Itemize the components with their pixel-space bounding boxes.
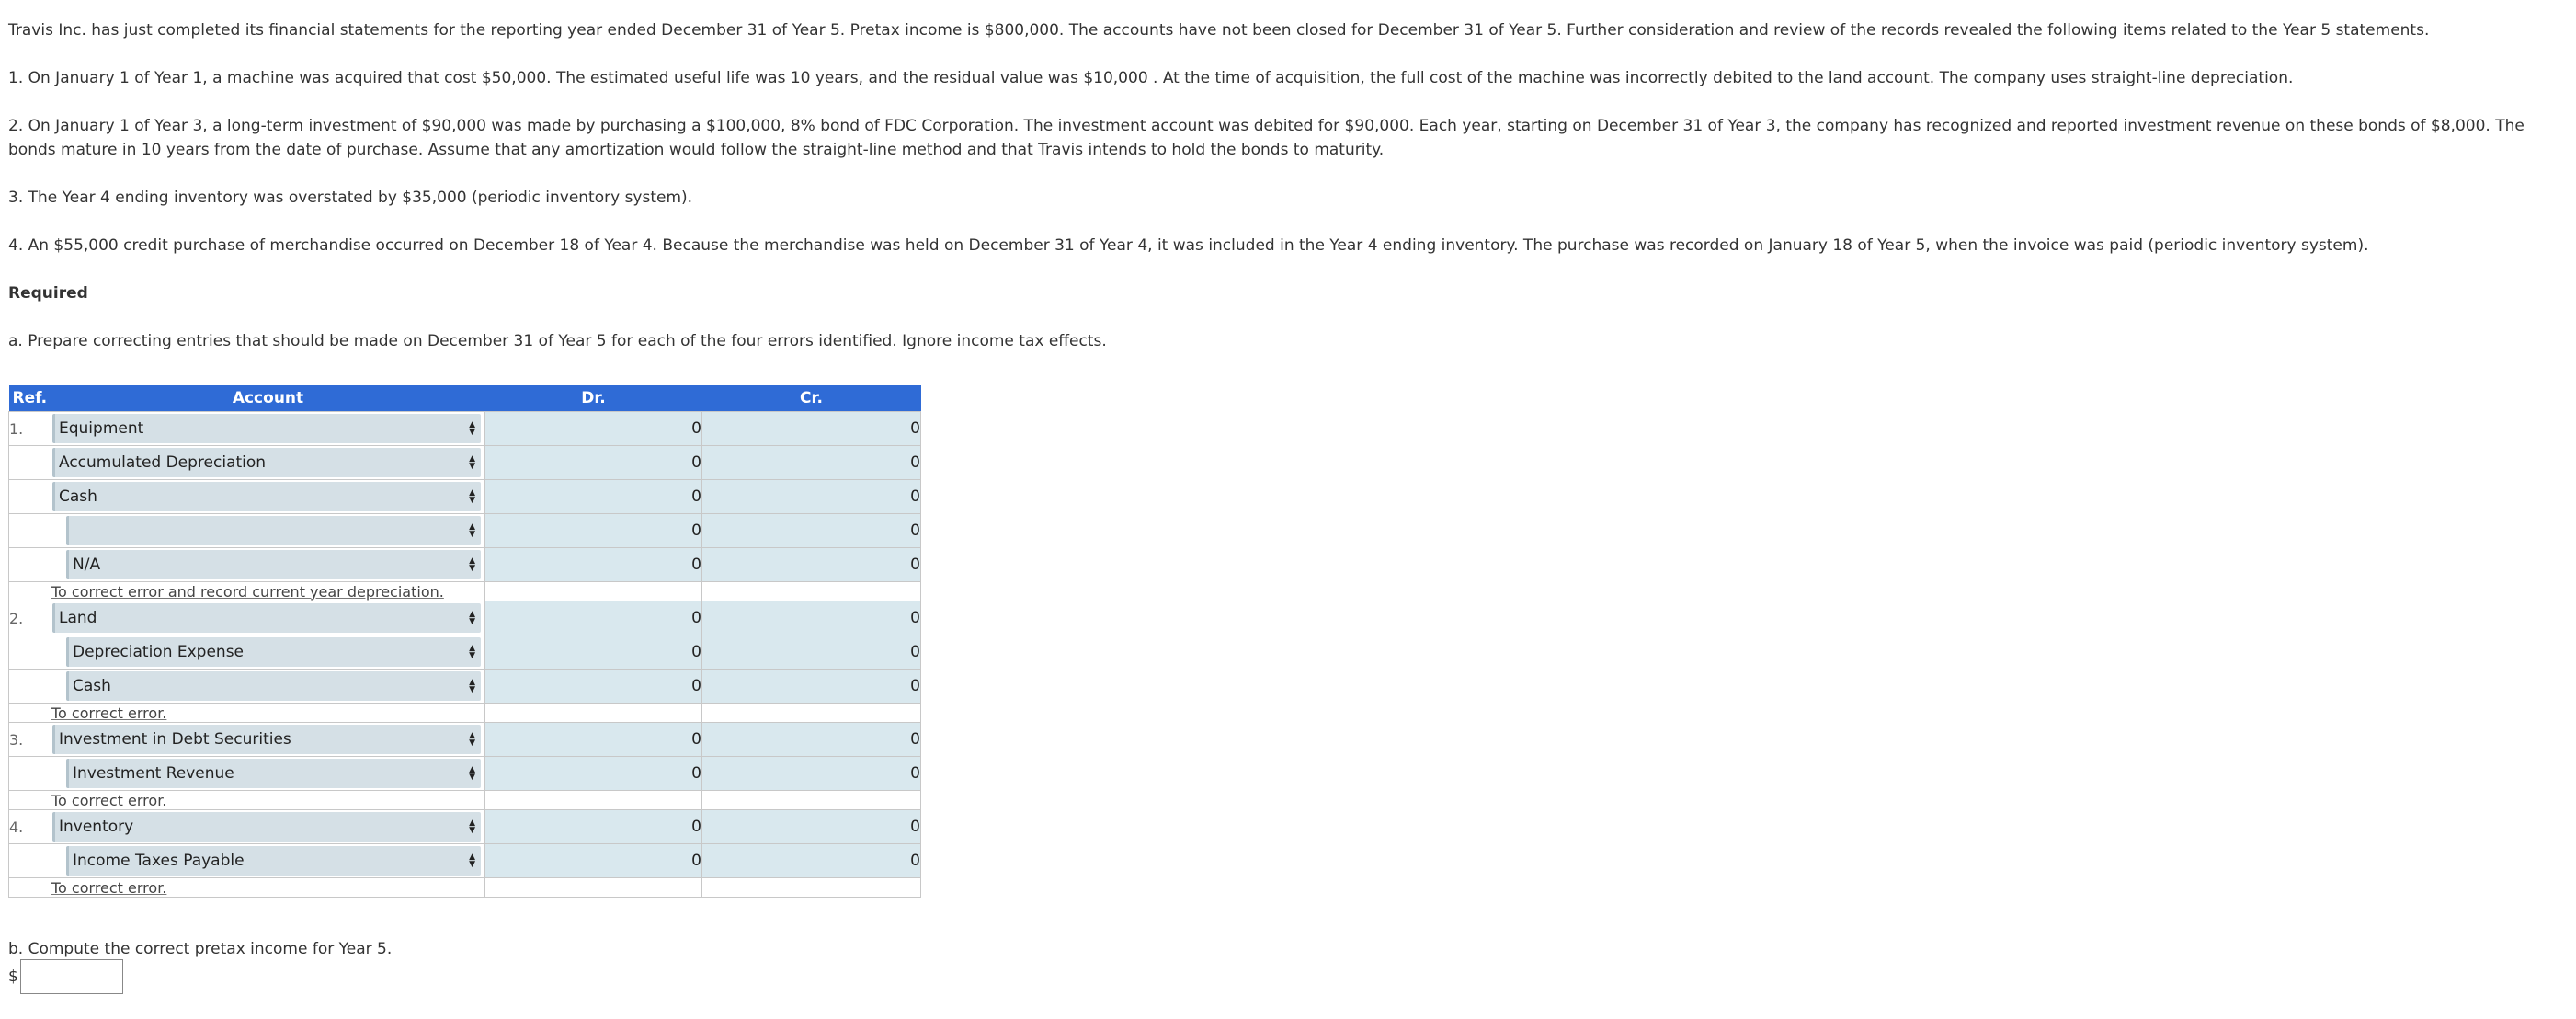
credit-blank-cell: [702, 878, 921, 898]
select-updown-icon: ▲ ▼: [469, 420, 475, 437]
credit-blank-cell: [702, 704, 921, 723]
journal-line-row: [9, 446, 921, 480]
credit-amount-input[interactable]: 0: [702, 514, 921, 548]
credit-amount-input[interactable]: 0: [702, 480, 921, 514]
account-select[interactable]: [66, 759, 481, 788]
select-updown-icon: ▲ ▼: [469, 731, 475, 748]
account-cell: [51, 635, 485, 670]
account-cell: [51, 412, 485, 446]
account-cell: [51, 446, 485, 480]
entry-ref-blank: [9, 446, 51, 480]
entry-ref-blank: [9, 878, 51, 898]
credit-blank-cell: [702, 791, 921, 810]
credit-amount-input[interactable]: 0: [702, 844, 921, 878]
explanation-row: [9, 878, 921, 898]
credit-amount-input[interactable]: 0: [702, 810, 921, 844]
entry-explanation: [51, 878, 485, 898]
entry-ref-blank: [9, 844, 51, 878]
error-item-1: 1. On January 1 of Year 1, a machine was acquired that cost $50,000. The estimated useful life was 10 years, and the residual value was $10,000 . At the time of acquisition, the full cost of the machine was incorrectly debited to the land account. The company uses straight-line depreciation.: [8, 69, 2294, 87]
entry-ref-blank: [9, 480, 51, 514]
credit-amount-input[interactable]: 0: [702, 670, 921, 704]
account-cell: [51, 810, 485, 844]
account-column-header: Account: [51, 385, 485, 412]
entry-ref-number: 2.: [9, 601, 51, 635]
debit-blank-cell: [485, 704, 702, 723]
account-cell: [51, 601, 485, 635]
account-select[interactable]: [66, 637, 481, 667]
journal-line-row: [9, 412, 921, 446]
debit-amount-input[interactable]: 0: [485, 412, 702, 446]
account-select-value: N/A: [73, 555, 101, 574]
account-cell: [51, 844, 485, 878]
account-select-value: Land: [59, 609, 97, 627]
select-updown-icon: ▲ ▼: [469, 765, 475, 782]
account-select-value: Inventory: [59, 818, 134, 836]
explanation-row: [9, 791, 921, 810]
account-select[interactable]: [52, 812, 481, 842]
select-updown-icon: ▲ ▼: [469, 488, 475, 505]
select-updown-icon: ▲ ▼: [469, 454, 475, 471]
account-cell: [51, 670, 485, 704]
entry-ref-blank: [9, 548, 51, 582]
debit-amount-input[interactable]: 0: [485, 514, 702, 548]
part-a-instruction: a. Prepare correcting entries that should be made on December 31 of Year 5 for each of the four errors identified. Ignore income tax effects.: [8, 332, 1107, 350]
debit-amount-input[interactable]: 0: [485, 757, 702, 791]
account-select-value: Depreciation Expense: [73, 643, 245, 661]
credit-amount-input[interactable]: 0: [702, 548, 921, 582]
journal-line-row: [9, 844, 921, 878]
entry-explanation: [51, 791, 485, 810]
account-select-value: Equipment: [59, 419, 144, 438]
credit-amount-input[interactable]: 0: [702, 601, 921, 635]
debit-blank-cell: [485, 878, 702, 898]
debit-blank-cell: [485, 582, 702, 601]
entry-explanation-text: To correct error and record current year depreciation.: [51, 582, 444, 601]
account-select[interactable]: [66, 550, 481, 579]
credit-blank-cell: [702, 582, 921, 601]
explanation-row: [9, 704, 921, 723]
error-item-4: 4. An $55,000 credit purchase of merchandise occurred on December 18 of Year 4. Because the merchandise was held on December 31 of Year 4, it was included in the Year 4 ending inventory. The purchase was recorded on January 18 of Year 5, when the invoice was paid (periodic inventory system).: [8, 236, 2369, 255]
error-item-2: 2. On January 1 of Year 3, a long-term investment of $90,000 was made by purchasing a $100,000, 8% bond of FDC Corporation. The investment account was debited for $90,000. Each year, starting on December 31 of Year 3, the company has recognized and reported investment revenue on these bonds of $8,000. The bonds mature in 10 years from the date of purchase. Assume that any amortization would follow the straight-line method and that Travis intends to hold the bonds to maturity.: [8, 117, 2525, 159]
account-select-value: Income Taxes Payable: [73, 852, 245, 870]
debit-amount-input[interactable]: 0: [485, 723, 702, 757]
journal-line-row: [9, 548, 921, 582]
account-cell: [51, 480, 485, 514]
pretax-income-input[interactable]: [20, 959, 123, 994]
part-b-instruction: b. Compute the correct pretax income for Year 5.: [8, 940, 393, 958]
journal-entry-table: [8, 385, 921, 898]
credit-amount-input[interactable]: 0: [702, 446, 921, 480]
explanation-row: [9, 582, 921, 601]
entry-ref-blank: [9, 704, 51, 723]
journal-line-row: [9, 480, 921, 514]
entry-explanation-text: To correct error.: [51, 878, 167, 897]
debit-amount-input[interactable]: 0: [485, 670, 702, 704]
entry-ref-blank: [9, 514, 51, 548]
currency-symbol: $: [8, 967, 18, 986]
debit-amount-input[interactable]: 0: [485, 844, 702, 878]
debit-amount-input[interactable]: 0: [485, 601, 702, 635]
entry-ref-blank: [9, 791, 51, 810]
account-cell: [51, 514, 485, 548]
account-select-value: Investment in Debt Securities: [59, 730, 291, 749]
account-cell: [51, 757, 485, 791]
account-select[interactable]: [66, 516, 481, 545]
account-select-value: Cash: [59, 487, 97, 506]
journal-line-row: [9, 810, 921, 844]
entry-ref-blank: [9, 635, 51, 670]
entry-ref-blank: [9, 757, 51, 791]
entry-explanation: [51, 704, 485, 723]
debit-amount-input[interactable]: 0: [485, 480, 702, 514]
journal-line-row: [9, 723, 921, 757]
account-select[interactable]: [52, 482, 481, 511]
account-select[interactable]: [52, 448, 481, 477]
journal-line-row: [9, 757, 921, 791]
account-cell: [51, 548, 485, 582]
entry-ref-number: 4.: [9, 810, 51, 844]
credit-amount-input[interactable]: 0: [702, 757, 921, 791]
account-select[interactable]: [66, 846, 481, 876]
select-updown-icon: ▲ ▼: [469, 678, 475, 694]
debit-amount-input[interactable]: 0: [485, 446, 702, 480]
debit-amount-input[interactable]: 0: [485, 548, 702, 582]
debit-amount-input[interactable]: 0: [485, 810, 702, 844]
debit-blank-cell: [485, 791, 702, 810]
entry-explanation-text: To correct error.: [51, 704, 167, 722]
select-updown-icon: ▲ ▼: [469, 556, 475, 573]
entry-explanation: [51, 582, 485, 601]
journal-line-row: [9, 635, 921, 670]
select-updown-icon: ▲ ▼: [469, 644, 475, 660]
account-select-value: Accumulated Depreciation: [59, 453, 267, 472]
journal-body: [9, 412, 921, 898]
select-updown-icon: ▲ ▼: [469, 819, 475, 835]
journal-header-row: [9, 385, 921, 412]
debit-column-header: Dr.: [485, 385, 702, 412]
credit-amount-input[interactable]: 0: [702, 723, 921, 757]
debit-amount-input[interactable]: 0: [485, 635, 702, 670]
problem-intro: Travis Inc. has just completed its financial statements for the reporting year ended December 31 of Year 5. Pretax income is $800,000. The accounts have not been closed for December 31 of Year 5. Further consideration and review of the records revealed the following items related to the Year 5 statements.: [8, 21, 2430, 40]
select-updown-icon: ▲ ▼: [469, 610, 475, 626]
account-select[interactable]: [66, 671, 481, 701]
entry-ref-blank: [9, 670, 51, 704]
pretax-income-answer: [8, 959, 123, 994]
ref-column-header: Ref.: [9, 385, 51, 412]
credit-amount-input[interactable]: 0: [702, 635, 921, 670]
required-heading: Required: [8, 284, 88, 303]
entry-ref-number: 1.: [9, 412, 51, 446]
error-item-3: 3. The Year 4 ending inventory was overstated by $35,000 (periodic inventory system).: [8, 189, 693, 207]
credit-column-header: Cr.: [702, 385, 921, 412]
journal-line-row: [9, 670, 921, 704]
account-select[interactable]: [52, 725, 481, 754]
entry-ref-blank: [9, 582, 51, 601]
account-select-value: Cash: [73, 677, 111, 695]
entry-ref-number: 3.: [9, 723, 51, 757]
select-updown-icon: ▲ ▼: [469, 853, 475, 869]
account-cell: [51, 723, 485, 757]
account-select-value: Investment Revenue: [73, 764, 234, 783]
account-select[interactable]: [52, 603, 481, 633]
credit-amount-input[interactable]: 0: [702, 412, 921, 446]
journal-line-row: [9, 514, 921, 548]
journal-line-row: [9, 601, 921, 635]
select-updown-icon: ▲ ▼: [469, 522, 475, 539]
entry-explanation-text: To correct error.: [51, 791, 167, 809]
account-select[interactable]: [52, 414, 481, 443]
